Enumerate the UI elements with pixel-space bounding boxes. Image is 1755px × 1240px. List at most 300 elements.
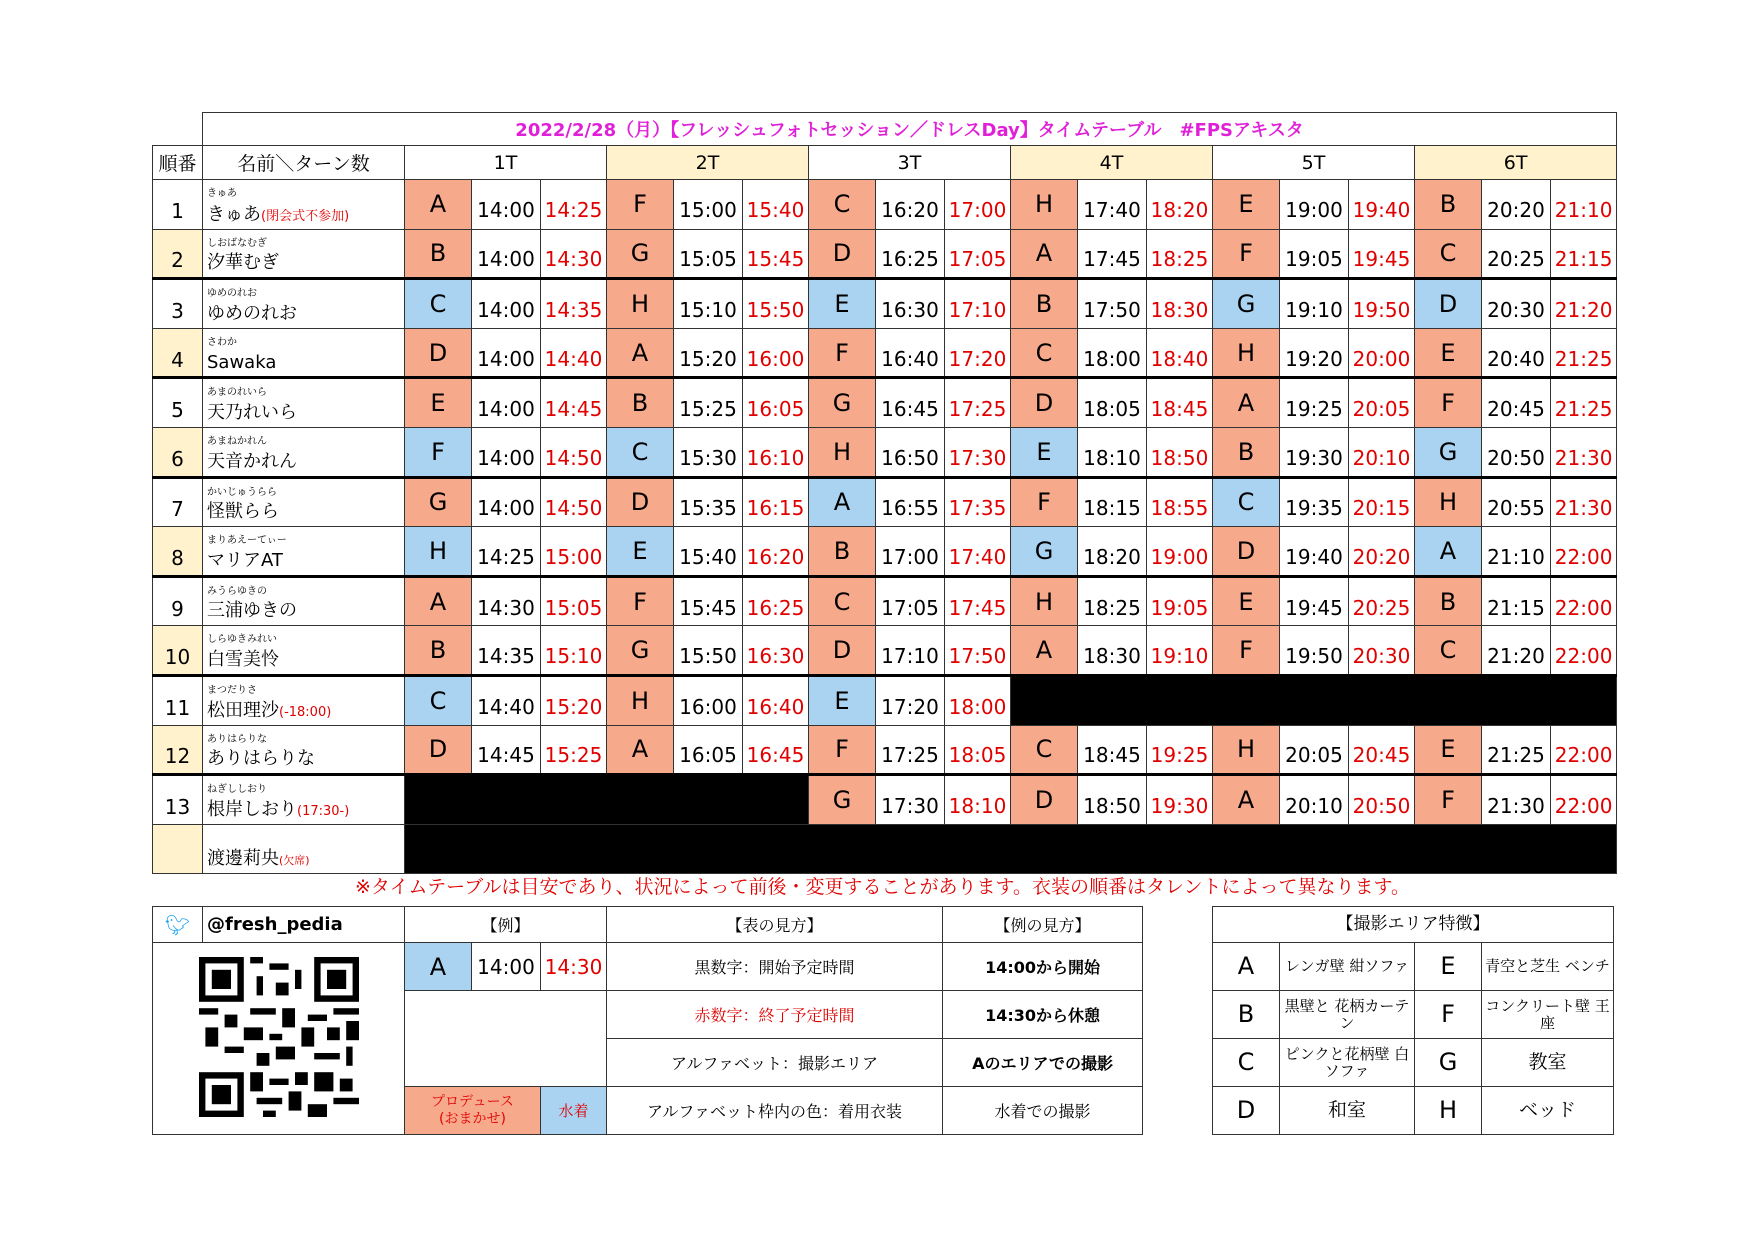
performer-note: (-18:00) [279,704,332,720]
order-number: 9 [153,576,203,626]
area-letter: H [1213,328,1280,378]
start-time: 20:45 [1482,378,1551,428]
start-time: 14:00 [472,477,541,527]
end-time: 21:20 [1551,279,1617,329]
area-letter: H [1011,180,1078,230]
start-time: 14:00 [472,180,541,230]
order-number: 13 [153,775,203,825]
end-time: 20:15 [1349,477,1415,527]
end-time: 17:35 [945,477,1011,527]
area-letter: C [1415,229,1482,279]
turn-header-1: 1T [405,146,607,180]
area-letter: G [1011,527,1078,577]
area-letter: E [607,527,674,577]
table-row [153,279,1617,329]
start-time: 18:05 [1078,378,1147,428]
area-letter: G [809,775,876,825]
area-header: 【撮影エリア特徴】 [1213,907,1614,943]
start-time: 14:30 [472,576,541,626]
area-letter: F [1011,477,1078,527]
end-time: 18:55 [1147,477,1213,527]
area-letter: C [1213,477,1280,527]
furigana: あまのれいら [207,387,267,399]
area-desc: ベッド [1482,1087,1614,1135]
area-desc: コンクリート壁 王座 [1482,991,1614,1039]
end-time: 20:00 [1349,328,1415,378]
area-letter: E [809,279,876,329]
furigana: さわか [207,336,237,348]
table-row [153,626,1617,676]
page-title: 2022/2/28（月）【フレッシュフォトセッション／ドレスDay】タイムテーブル #FPSアキスタ [203,113,1617,146]
start-time: 17:00 [876,527,945,577]
performer-name-cell [203,527,405,577]
start-time: 18:45 [1078,725,1147,775]
performer-note: (欠席) [279,854,310,868]
end-time: 14:50 [541,427,607,477]
performer-name: 松田理沙 [207,699,279,721]
turn-header-5: 5T [1213,146,1415,180]
end-time: 20:50 [1349,775,1415,825]
end-time: 16:45 [743,725,809,775]
area-letter: F [405,427,472,477]
end-time: 17:10 [945,279,1011,329]
order-number: 12 [153,725,203,775]
start-time: 19:35 [1280,477,1349,527]
legend-header: 【表の見方】 [607,907,943,943]
end-time: 21:25 [1551,328,1617,378]
start-time: 18:00 [1078,328,1147,378]
furigana: まつだりさ [207,684,257,696]
start-time: 14:00 [472,427,541,477]
end-time: 17:30 [945,427,1011,477]
table-row [153,576,1617,626]
end-time: 15:45 [743,229,809,279]
twitter-handle[interactable]: @fresh_pedia [203,907,405,943]
area-letter: B [1415,576,1482,626]
end-time: 19:30 [1147,775,1213,825]
area-letter: D [405,328,472,378]
start-time: 17:50 [1078,279,1147,329]
start-time: 15:10 [674,279,743,329]
area-letter: A [1011,626,1078,676]
order-number [153,824,203,874]
qr-code-icon [199,957,359,1117]
example-end: 14:30 [541,943,607,991]
start-time: 15:30 [674,427,743,477]
start-time: 20:20 [1482,180,1551,230]
area-letter: C [405,675,472,725]
area-letter: A [607,328,674,378]
start-time: 17:25 [876,725,945,775]
performer-name-cell [203,775,405,825]
start-time: 16:05 [674,725,743,775]
example-reading-2: 14:30から休憩 [943,991,1143,1039]
turn-header-4: 4T [1011,146,1213,180]
performer-name-cell [203,427,405,477]
end-time: 15:10 [541,626,607,676]
start-time: 14:00 [472,279,541,329]
performer-name-cell [203,328,405,378]
start-time: 14:45 [472,725,541,775]
area-key: G [1415,1039,1482,1087]
end-time: 20:30 [1349,626,1415,676]
table-row [153,180,1617,230]
end-time: 14:25 [541,180,607,230]
turn-header-3: 3T [809,146,1011,180]
area-key: H [1415,1087,1482,1135]
end-time: 21:10 [1551,180,1617,230]
end-time: 18:40 [1147,328,1213,378]
start-time: 18:15 [1078,477,1147,527]
area-letter: C [1415,626,1482,676]
start-time: 19:45 [1280,576,1349,626]
end-time: 20:20 [1349,527,1415,577]
start-time: 20:25 [1482,229,1551,279]
start-time: 17:20 [876,675,945,725]
furigana: ねぎししおり [207,784,267,796]
area-letter: H [607,675,674,725]
area-letter: F [1415,378,1482,428]
end-time: 18:50 [1147,427,1213,477]
performer-name-cell [203,725,405,775]
table-row [153,229,1617,279]
area-letter: F [1415,775,1482,825]
area-letter: B [405,626,472,676]
table-row [153,477,1617,527]
end-time: 14:45 [541,378,607,428]
table-row [153,328,1617,378]
start-time: 15:25 [674,378,743,428]
start-time: 17:10 [876,626,945,676]
start-time: 20:55 [1482,477,1551,527]
area-letter: B [1011,279,1078,329]
end-time: 20:45 [1349,725,1415,775]
legend-item-4: アルファベット枠内の色：着用衣装 [607,1087,943,1135]
area-letter: D [405,725,472,775]
performer-name-cell [203,279,405,329]
area-letter: G [607,626,674,676]
start-time: 20:30 [1482,279,1551,329]
example-reading-3: Aのエリアでの撮影 [943,1039,1143,1087]
furigana: まりあえーてぃー [207,535,287,547]
performer-name: 白雪美怜 [207,648,279,670]
area-letter: H [1415,477,1482,527]
end-time: 14:30 [541,229,607,279]
start-time: 15:35 [674,477,743,527]
performer-name-cell [203,229,405,279]
end-time: 17:45 [945,576,1011,626]
start-time: 17:30 [876,775,945,825]
order-number: 3 [153,279,203,329]
start-time: 19:00 [1280,180,1349,230]
performer-note: (17:30-) [297,803,350,819]
area-letter: A [1011,229,1078,279]
end-time: 20:25 [1349,576,1415,626]
start-time: 17:40 [1078,180,1147,230]
start-time: 16:45 [876,378,945,428]
start-time: 14:35 [472,626,541,676]
end-time: 14:35 [541,279,607,329]
start-time: 14:00 [472,328,541,378]
furigana: しらゆきみれい [207,634,277,646]
area-letter: D [809,626,876,676]
area-key: C [1213,1039,1280,1087]
start-time: 14:00 [472,229,541,279]
area-desc: レンガ壁 紺ソファ [1280,943,1415,991]
order-number: 4 [153,328,203,378]
area-letter: C [809,576,876,626]
area-letter: F [1213,626,1280,676]
area-letter: B [1213,427,1280,477]
area-letter: H [405,527,472,577]
order-number: 5 [153,378,203,428]
area-table [1212,906,1614,1135]
area-letter: F [607,576,674,626]
area-desc: 青空と芝生 ベンチ [1482,943,1614,991]
start-time: 18:50 [1078,775,1147,825]
end-time: 16:05 [743,378,809,428]
end-time: 19:05 [1147,576,1213,626]
furigana: ありはらりな [207,733,267,745]
performer-name: 渡邊莉央 [207,848,279,870]
start-time: 14:00 [472,378,541,428]
performer-name-cell [203,675,405,725]
area-letter: E [1415,328,1482,378]
area-letter: E [1213,576,1280,626]
performer-name: Sawaka [207,352,277,374]
order-number: 10 [153,626,203,676]
start-time: 21:15 [1482,576,1551,626]
performer-name: きゅあ [207,203,261,225]
area-key: D [1213,1087,1280,1135]
area-letter: H [809,427,876,477]
area-desc: ピンクと花柄壁 白ソファ [1280,1039,1415,1087]
order-number: 6 [153,427,203,477]
end-time: 17:05 [945,229,1011,279]
performer-name: 根岸しおり [207,798,297,820]
end-time: 16:20 [743,527,809,577]
example-letter: A [405,943,472,991]
performer-name: マリアAT [207,549,283,571]
legend-table [152,906,1143,1135]
furigana: かいじゅうらら [207,486,277,498]
table-row [153,427,1617,477]
start-time: 17:45 [1078,229,1147,279]
legend-item-3: アルファベット：撮影エリア [607,1039,943,1087]
end-time: 17:25 [945,378,1011,428]
area-letter: G [809,378,876,428]
furigana: あまねかれん [207,435,267,447]
example-reading-header: 【例の見方】 [943,907,1143,943]
example-reading-4: 水着での撮影 [943,1087,1143,1135]
unavailable-block [1011,675,1617,725]
performer-name-cell [203,626,405,676]
start-time: 18:10 [1078,427,1147,477]
area-key: F [1415,991,1482,1039]
end-time: 19:45 [1349,229,1415,279]
area-letter: A [1213,378,1280,428]
start-time: 17:05 [876,576,945,626]
start-time: 15:00 [674,180,743,230]
end-time: 19:50 [1349,279,1415,329]
performer-name-cell [203,824,405,874]
start-time: 19:25 [1280,378,1349,428]
area-key: A [1213,943,1280,991]
turn-header-6: 6T [1415,146,1617,180]
furigana: きゅあ [207,188,237,199]
end-time: 22:00 [1551,775,1617,825]
end-time: 17:40 [945,527,1011,577]
area-letter: C [1011,328,1078,378]
furigana: みうらゆきの [207,585,267,597]
area-letter: F [809,328,876,378]
start-time: 20:40 [1482,328,1551,378]
start-time: 16:20 [876,180,945,230]
area-letter: F [607,180,674,230]
end-time: 15:05 [541,576,607,626]
table-row [153,725,1617,775]
area-letter: G [1213,279,1280,329]
area-letter: A [809,477,876,527]
start-time: 15:20 [674,328,743,378]
start-time: 19:05 [1280,229,1349,279]
start-time: 15:45 [674,576,743,626]
area-letter: D [1011,775,1078,825]
order-number: 1 [153,180,203,230]
end-time: 19:40 [1349,180,1415,230]
area-letter: H [1213,725,1280,775]
end-time: 17:20 [945,328,1011,378]
order-number: 11 [153,675,203,725]
start-time: 16:25 [876,229,945,279]
start-time: 21:10 [1482,527,1551,577]
end-time: 16:15 [743,477,809,527]
area-letter: C [607,427,674,477]
performer-name-cell [203,378,405,428]
area-letter: E [405,378,472,428]
start-time: 20:10 [1280,775,1349,825]
end-time: 18:45 [1147,378,1213,428]
qr-code[interactable] [153,943,405,1135]
end-time: 15:25 [541,725,607,775]
area-letter: A [405,576,472,626]
area-desc: 黒壁と 花柄カーテン [1280,991,1415,1039]
table-row [153,378,1617,428]
area-letter: C [1011,725,1078,775]
end-time: 21:25 [1551,378,1617,428]
end-time: 18:00 [945,675,1011,725]
area-letter: B [809,527,876,577]
swimsuit-swatch: 水着 [541,1087,607,1135]
end-time: 18:05 [945,725,1011,775]
area-desc: 教室 [1482,1039,1614,1087]
end-time: 16:25 [743,576,809,626]
end-time: 15:50 [743,279,809,329]
end-time: 22:00 [1551,626,1617,676]
example-start: 14:00 [472,943,541,991]
area-letter: A [607,725,674,775]
end-time: 19:10 [1147,626,1213,676]
end-time: 22:00 [1551,576,1617,626]
table-row [153,675,1617,725]
example-header: 【例】 [405,907,607,943]
performer-name: ゆめのれお [207,302,297,324]
start-time: 14:40 [472,675,541,725]
end-time: 20:10 [1349,427,1415,477]
order-header: 順番 [153,146,203,180]
start-time: 19:40 [1280,527,1349,577]
area-letter: C [809,180,876,230]
start-time: 18:25 [1078,576,1147,626]
performer-name: 汐華むぎ [207,252,279,274]
end-time: 15:20 [541,675,607,725]
start-time: 16:50 [876,427,945,477]
performer-name: 三浦ゆきの [207,600,297,622]
end-time: 20:05 [1349,378,1415,428]
area-letter: F [809,725,876,775]
start-time: 16:55 [876,477,945,527]
table-row [153,775,1617,825]
area-letter: D [1415,279,1482,329]
start-time: 15:40 [674,527,743,577]
start-time: 15:50 [674,626,743,676]
area-letter: B [1415,180,1482,230]
table-row [153,527,1617,577]
end-time: 18:25 [1147,229,1213,279]
start-time: 19:20 [1280,328,1349,378]
end-time: 18:30 [1147,279,1213,329]
timetable [152,112,1617,874]
end-time: 19:00 [1147,527,1213,577]
area-key: B [1213,991,1280,1039]
notice-text: ※タイムテーブルは目安であり、状況によって前後・変更することがあります。衣装の順番はタレントによって異なります。 [355,876,1410,898]
start-time: 18:20 [1078,527,1147,577]
order-number: 8 [153,527,203,577]
area-letter: G [405,477,472,527]
end-time: 16:30 [743,626,809,676]
twitter-icon: 🐦︎ [153,907,203,943]
area-letter: D [1011,378,1078,428]
start-time: 20:05 [1280,725,1349,775]
area-key: E [1415,943,1482,991]
end-time: 18:20 [1147,180,1213,230]
start-time: 21:25 [1482,725,1551,775]
order-number: 7 [153,477,203,527]
area-letter: D [809,229,876,279]
performer-name-cell [203,576,405,626]
area-letter: B [607,378,674,428]
area-letter: A [405,180,472,230]
area-letter: G [1415,427,1482,477]
start-time: 21:30 [1482,775,1551,825]
area-letter: E [1213,180,1280,230]
end-time: 21:30 [1551,427,1617,477]
end-time: 18:10 [945,775,1011,825]
end-time: 21:15 [1551,229,1617,279]
end-time: 17:50 [945,626,1011,676]
end-time: 14:50 [541,477,607,527]
performer-name: 天乃れいら [207,401,297,423]
unavailable-block [405,775,809,825]
area-letter: G [607,229,674,279]
end-time: 22:00 [1551,527,1617,577]
end-time: 14:40 [541,328,607,378]
unavailable-block [405,824,1617,874]
turn-header-2: 2T [607,146,809,180]
area-letter: C [405,279,472,329]
order-number: 2 [153,229,203,279]
performer-name-cell [203,180,405,230]
